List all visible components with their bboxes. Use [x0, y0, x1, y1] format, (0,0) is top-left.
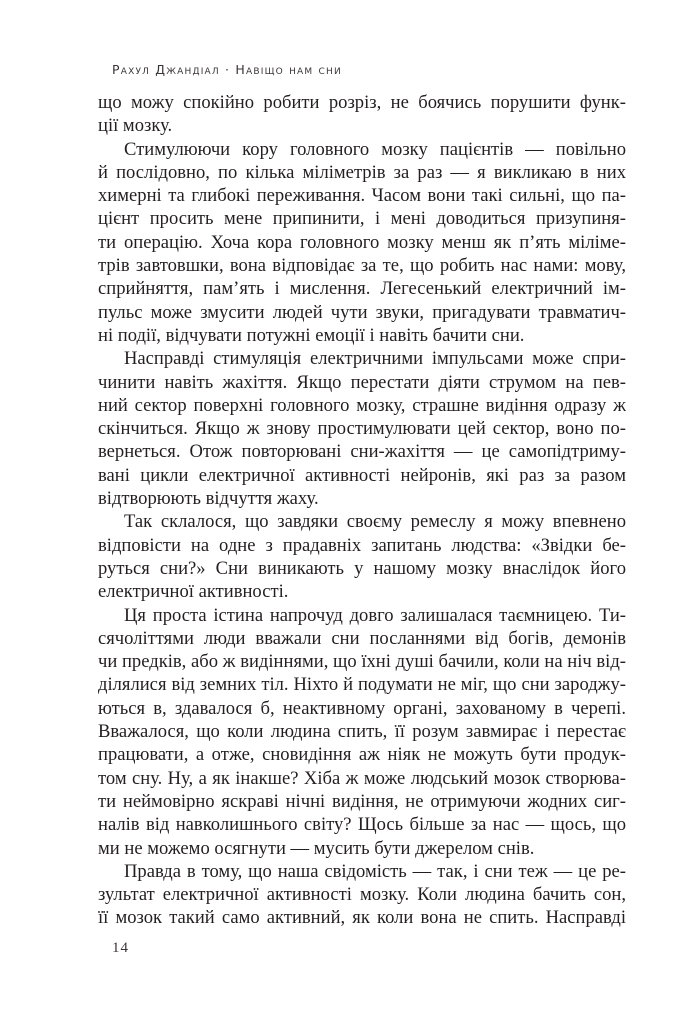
- text-line: ти неймовірно яскраві нічні видіння, не отримуючи жодних сиг-: [98, 790, 626, 812]
- text-line: трів завтовшки, вона відповідає за те, що робить нас нами: мову,: [98, 255, 626, 277]
- text-line: налів від навколишнього світу? Щось більше за нас — щось, що: [98, 814, 626, 836]
- text-line: відтворюють відчуття жаху.: [98, 488, 319, 510]
- page-number: 14: [112, 940, 129, 956]
- text-line: чи предків, або ж видіннями, що їхні душі бачили, коли на ніч від-: [98, 651, 626, 673]
- text-line: вані цикли електричної активності нейронів, які раз за разом: [98, 464, 626, 486]
- text-line: ції мозку.: [98, 115, 173, 137]
- text-line: й послідовно, по кілька міліметрів за раз — я викликаю в них: [98, 161, 626, 183]
- text-line: Ця проста істина напрочуд довго залишалася таємницею. Ти-: [124, 604, 626, 626]
- text-line: сячоліттями люди вважали сни посланнями від богів, демонів: [98, 627, 626, 649]
- text-line: її мозок такий само активний, як коли вона не спить. Насправді: [98, 907, 626, 929]
- text-line: сприйняття, пам’ять і мислення. Легесенький електричний ім-: [98, 278, 626, 300]
- paragraph: [98, 604, 626, 860]
- text-line: Правда в тому, що наша свідомість — так, і сни теж — це ре-: [124, 860, 626, 882]
- text-line: химерні та глибокі переживання. Часом вони такі сильні, що па-: [98, 185, 626, 207]
- text-line: Вважалося, що коли людина спить, її розум завмирає і перестає: [98, 721, 626, 743]
- text-line: ні події, відчувати потужні емоції і навіть бачити сни.: [98, 324, 525, 346]
- paragraph: [98, 91, 626, 138]
- text-line: пульс може змусити людей чути звуки, пригадувати травматич-: [98, 301, 626, 323]
- text-line: чинити навіть жахіття. Якщо перестати діяти струмом на пев-: [98, 371, 626, 393]
- text-line: цієнт просить мене припинити, і мені доводиться призупиня-: [98, 208, 626, 230]
- body-text: [98, 91, 626, 930]
- paragraph: [98, 138, 626, 348]
- text-line: працювати, а отже, сновидіння аж ніяк не можуть бути продук-: [98, 744, 626, 766]
- text-line: відповісти на одне з прадавніх запитань людства: «Звідки бе-: [98, 534, 626, 556]
- paragraph: [98, 510, 626, 603]
- text-line: вернеться. Отож повторювані сни-жахіття — це самопідтриму-: [98, 441, 626, 463]
- text-line: що можу спокійно робити розріз, не боячись порушити функ-: [98, 92, 626, 113]
- text-line: ються в, здавалося б, неактивному органі, захованому в черепі.: [98, 697, 626, 719]
- text-line: Насправді стимуляція електричними імпульсами може спри-: [124, 348, 626, 370]
- text-line: ти операцію. Хоча кора головного мозку менш як п’ять міліме-: [98, 231, 626, 253]
- paragraph: [98, 347, 626, 510]
- text-line: зультат електричної активності мозку. Коли людина бачить сон,: [98, 884, 626, 906]
- paragraph: [98, 860, 626, 930]
- text-line: скінчиться. Якщо ж знову простимулювати цей сектор, воно по-: [98, 418, 626, 440]
- text-line: Так склалося, що завдяки своєму ремеслу я можу впевнено: [124, 511, 626, 533]
- running-head: Рахул Джандіал · Навіщо нам сни: [112, 62, 342, 77]
- text-line: ми не можемо осягнути — мусить бути джерелом снів.: [98, 837, 535, 859]
- text-line: Стимулюючи кору головного мозку пацієнтів — повільно: [124, 138, 626, 160]
- text-line: руться сни?» Сни виникають у нашому мозку внаслідок його: [98, 557, 626, 579]
- text-line: том сну. Ну, а як інакше? Хіба ж може людський мозок створюва-: [98, 767, 626, 789]
- text-line: ний сектор поверхні головного мозку, страшне видіння одразу ж: [98, 394, 626, 416]
- text-line: ділялися від земних тіл. Ніхто й подумати не міг, що сни зароджу-: [98, 674, 626, 696]
- text-line: електричної активності.: [98, 581, 289, 603]
